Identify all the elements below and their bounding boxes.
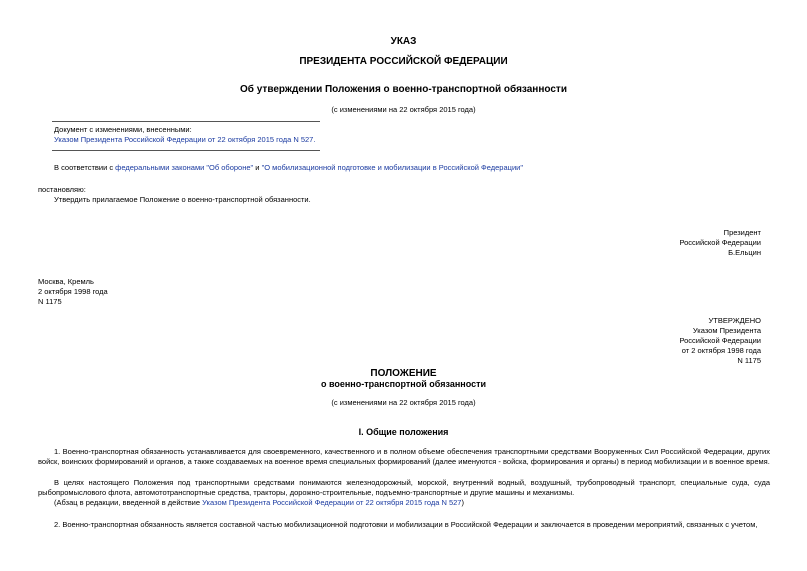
decree-text: Утвердить прилагаемое Положение о военно-транспортной обязанности.	[54, 195, 311, 204]
approved-line4: от 2 октября 1998 года	[681, 346, 761, 355]
decree-word: постановляю:	[38, 185, 86, 194]
signature-line2: Российской Федерации	[679, 238, 761, 247]
date: 2 октября 1998 года	[38, 287, 108, 296]
amendment-note: (с изменениями на 22 октября 2015 года)	[331, 105, 476, 114]
paragraph-1: 1. Военно-транспортная обязанность устанавливается для своевременного, качественного и в полном объеме обеспечения транспортными средствами Вооруженных Сил Российской Федерации, других войск, воинских формирований и органов, а также создаваемых на военное время специальных формирований (далее именуются - войска, формирования и органы) в период мобилизации и в военное время.	[38, 447, 770, 466]
paragraph-2-note	[54, 498, 464, 508]
decree-title: УКАЗ	[390, 36, 417, 47]
approved-line2: Указом Президента	[692, 326, 761, 335]
divider-top	[52, 121, 320, 122]
note-suffix: )	[461, 498, 464, 507]
regulation-title: ПОЛОЖЕНИЕ	[370, 368, 437, 379]
divider-bottom	[52, 150, 320, 151]
signature-line1: Президент	[723, 228, 761, 237]
changes-label: Документ с изменениями, внесенными:	[54, 125, 192, 134]
law-on-mobilization-link[interactable]: "О мобилизационной подготовке и мобилизации в Российской Федерации"	[261, 163, 523, 172]
approved-line5: N 1175	[737, 356, 761, 365]
preamble-middle: и	[253, 163, 262, 172]
preamble-prefix: В соответствии с	[54, 163, 116, 172]
paragraph-2: В целях настоящего Положения под транспортными средствами понимаются железнодорожный, морской, внутренний водный, воздушный, трубопроводный транспорт, специальные суда, суда рыбопромыслового флота, автомототранспортные средства, тракторы, дорожно-строительные, подъемно-транспортные и другие машины и механизмы.	[38, 478, 770, 497]
regulation-amendment-note: (с изменениями на 22 октября 2015 года)	[331, 398, 476, 407]
section-heading: I. Общие положения	[358, 427, 449, 437]
paragraph-3: 2. Военно-транспортная обязанность является составной частью мобилизационной подготовки и мобилизации в Российской Федерации и заключается в проведении мероприятий, связанных с учетом,	[54, 520, 758, 529]
document-title: Об утверждении Положения о военно-транспортной обязанности	[240, 84, 567, 95]
note-prefix: (Абзац в редакции, введенной в действие	[54, 498, 203, 507]
decree-number: N 1175	[38, 297, 62, 306]
decree-subtitle: ПРЕЗИДЕНТА РОССИЙСКОЙ ФЕДЕРАЦИИ	[299, 56, 508, 67]
amendment-decree-link[interactable]: Указом Президента Российской Федерации от 22 октября 2015 года N 527	[202, 498, 462, 507]
law-on-defense-link[interactable]: федеральными законами "Об обороне"	[115, 163, 254, 172]
signature-name: Б.Ельцин	[728, 248, 761, 257]
approved-line1: УТВЕРЖДЕНО	[708, 316, 761, 325]
changes-link[interactable]: Указом Президента Российской Федерации от 22 октября 2015 года N 527.	[54, 135, 316, 144]
approved-line3: Российской Федерации	[679, 336, 761, 345]
place: Москва, Кремль	[38, 277, 94, 286]
regulation-subtitle: о военно-транспортной обязанности	[320, 379, 487, 389]
preamble	[54, 163, 523, 173]
